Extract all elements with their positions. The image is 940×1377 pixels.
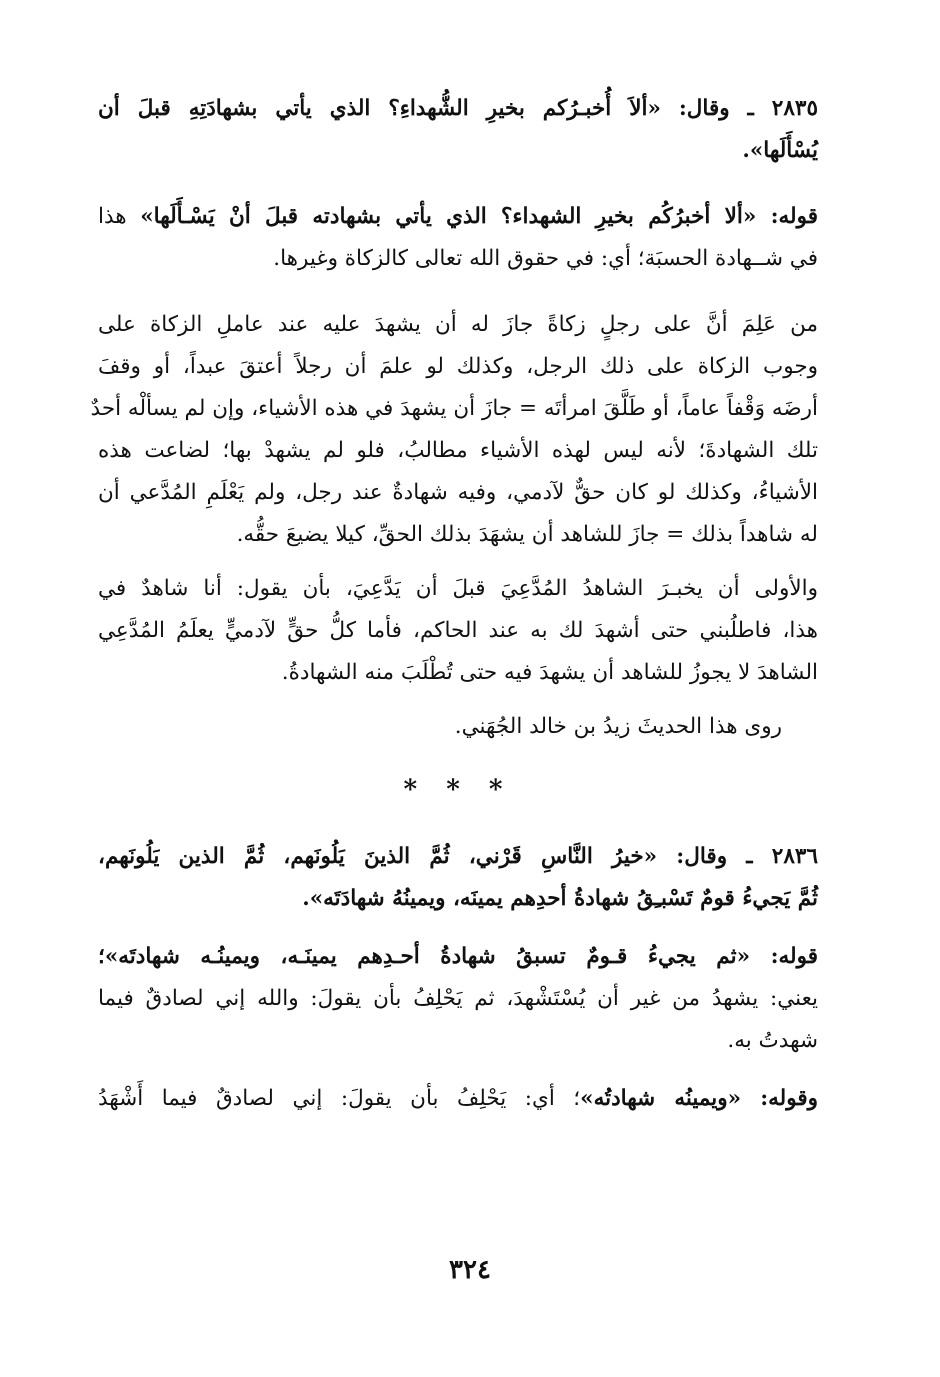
commentary-line [98,196,818,238]
commentary-line: في شــهادة الحسبَة؛ أي: في حقوق الله تعالى كالزكاة وغيرها. [273,246,818,271]
plain-text: ؛ أي: يَحْلِفُ بأن يقولَ: إني لصادقٌ فيما أَشْهَدُ [98,1086,581,1111]
commentary-line: روى هذا الحديثَ زيدُ بن خالد الجُهَني. [454,714,782,739]
commentary-line: هذا، فاطلُبني حتى أشهدَ لك به عند الحاكم، فأما كلُّ حقٍّ لآدميٍّ يعلَمُ المُدَّعِي [98,618,818,643]
page-number: ٣٢٤ [449,1255,491,1285]
quoted-text: قوله: «ألا أخبرُكُم بخيرِ الشهداء؟ الذي يأتي بشهادته قبلَ أنْ يَسْـأَلَها» [140,204,818,229]
section-separator: * * * [403,775,513,805]
hadith-2836-line-2: ثُمَّ يَجيءُ قومٌ تَسْبـِقُ شهادةُ أحدِهم يمينَه، ويمينُهُ شهادَتَه». [302,886,818,911]
commentary-line: والأولى أن يخبـرَ الشاهدُ المُدَّعِيَ قبلَ أن يَدَّعِيَ، بأن يقول: أنا شاهدٌ في [98,576,818,601]
commentary-line: تلك الشهادةَ؛ لأنه ليس لهذه الأشياء مطالبُ، فلو لم يشهدْ بها؛ لضاعت هذه [98,438,818,463]
hadith-2836-line-1: ٢٨٣٦ ـ وقال: «خيرُ النَّاسِ قَرْني، ثُمَّ الذينَ يَلُونَهم، ثُمَّ الذين يَلُونَهم، [98,844,818,869]
hadith-2835-line-1: ٢٨٣٥ ـ وقال: «ألاَ أُخبـرُكم بخيرِ الشُّهداءِ؟ الذي يأتي بشهادَتِهِ قبلَ أن [98,96,818,121]
commentary-line: يعني: يشهدُ من غير أن يُسْتَشْهدَ، ثم يَحْلِفُ بأن يقولَ: والله إني لصادقٌ فيما [98,986,818,1011]
commentary-line: قوله: «ثم يجيءُ قـومٌ تسبقُ شهادةُ أحـدِهم يمينَـه، ويمينُـه شهادتَه»؛ [98,944,818,969]
commentary-2835-paragraph-2 [90,304,818,556]
quoted-text: وقوله: «ويمينُه شهادتُه» [580,1086,818,1111]
commentary-line: من عَلِمَ أنَّ على رجلٍ زكاةً جازَ له أن يشهدَ عليه عند عاملِ الزكاة على [98,312,818,337]
hadith-2836 [98,836,818,920]
commentary-line: أرضَه وَقْفاً عاماً، أو طَلَّقَ امرأتَه = جازَ أن يشهدَ في هذه الأشياء، وإن لم يسألْه أحدٌ [90,396,818,421]
plain-text: هذا [98,204,141,229]
commentary-2836-paragraph-2 [98,1078,818,1120]
commentary-line: الأشياءُ، وكذلك لو كان حقٌّ لآدمي، وفيه شهادةٌ عند رجل، ولم يَعْلَمِ المُدَّعي أن [98,480,818,505]
hadith-2835-line-2: يُسْأَلَها». [742,138,818,163]
commentary-line: له شاهداً بذلك = جازَ للشاهد أن يشهَدَ بذلك الحقِّ، كيلا يضيعَ حقُّه. [236,522,818,547]
commentary-2835-paragraph-3 [98,568,818,694]
commentary-2835-paragraph-4 [98,706,818,748]
commentary-line: شهدتُ به. [727,1028,818,1053]
commentary-2835-paragraph-1 [98,196,818,280]
commentary-2836-paragraph-1 [98,936,818,1062]
commentary-line [98,1078,818,1120]
hadith-2835 [98,88,818,172]
commentary-line: وجوب الزكاة على ذلك الرجل، وكذلك لو علمَ أن رجلاً أعتقَ عبداً، أو وقفَ [98,354,818,379]
commentary-line: الشاهدَ لا يجوزُ للشاهد أن يشهدَ فيه حتى تُطْلَبَ منه الشهادةُ. [281,660,818,685]
